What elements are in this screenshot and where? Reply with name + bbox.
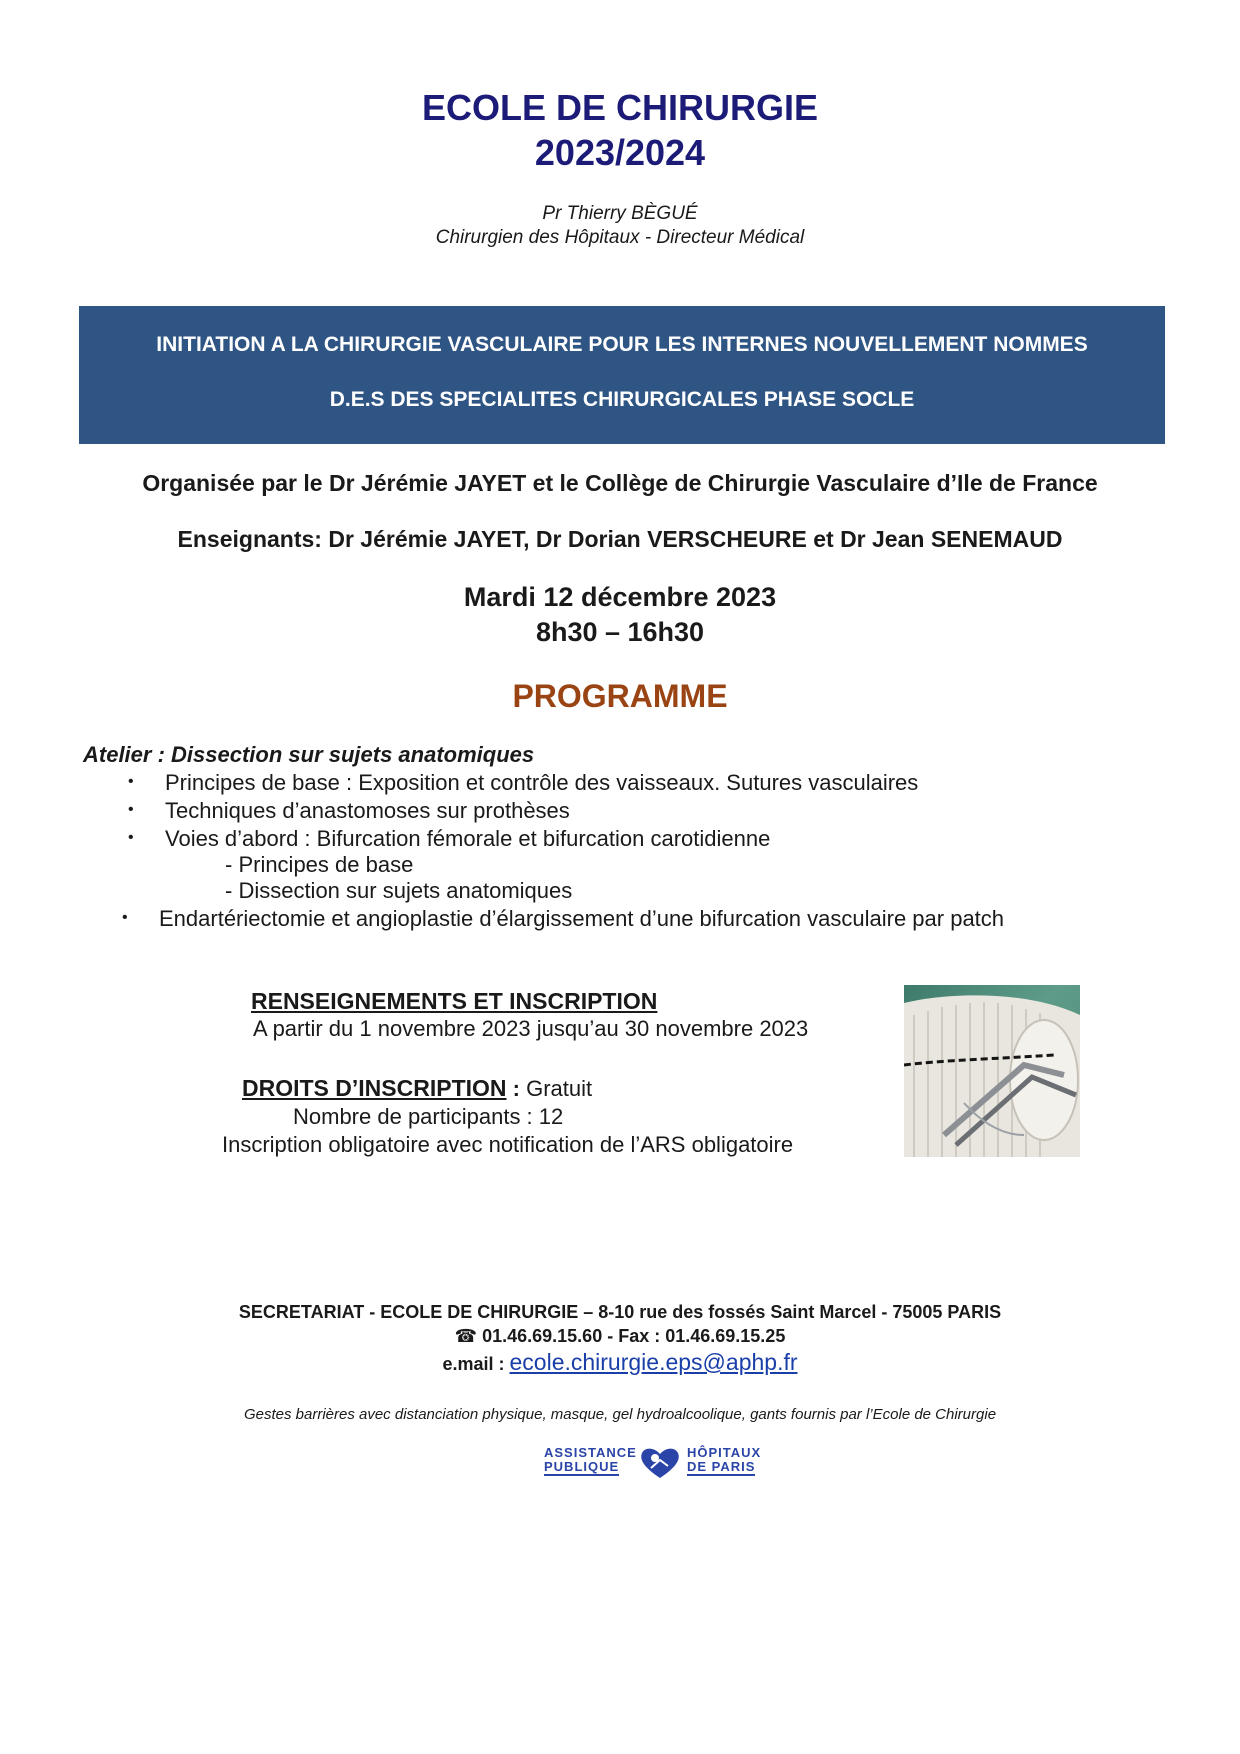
bullet-icon: • [128,801,134,818]
registration-period: A partir du 1 novembre 2023 jusqu’au 30 novembre 2023 [253,1016,809,1041]
bullet-icon: • [128,773,134,790]
teachers-line: Enseignants: Dr Jérémie JAYET, Dr Dorian VERSCHEURE et Dr Jean SENEMAUD [177,526,1063,552]
phone-fax-line [0,1326,1240,1347]
phone-fax: 01.46.69.15.60 - Fax : 01.46.69.15.25 [482,1326,786,1346]
fees-line [242,1075,592,1102]
vascular-suture-photo [904,985,1080,1157]
fees-separator: : [506,1076,527,1101]
course-title: INITIATION A LA CHIRURGIE VASCULAIRE POUR LES INTERNES NOUVELLEMENT NOMMES [156,333,1088,356]
email-line [0,1349,1240,1376]
telephone-icon: ☎ [454,1326,478,1346]
list-item-text: Voies d’abord : Bifurcation fémorale et bifurcation carotidienne [165,826,771,851]
page-title: ECOLE DE CHIRURGIE [421,87,819,128]
course-subtitle: D.E.S DES SPECIALITES CHIRURGICALES PHASE SOCLE [329,388,915,411]
event-date: Mardi 12 décembre 2023 [463,582,777,612]
bullet-icon: • [122,909,128,926]
event-time: 8h30 – 16h30 [535,617,705,647]
director-role: Chirurgien des Hôpitaux - Directeur Médical [435,227,805,248]
secretariat-address: SECRETARIAT - ECOLE DE CHIRURGIE – 8-10 rue des fossés Saint Marcel - 75005 PARIS [238,1302,1002,1322]
registration-note: Inscription obligatoire avec notification de l’ARS obligatoire [222,1132,794,1157]
atelier-heading: Atelier : Dissection sur sujets anatomiques [83,742,535,767]
heart-logo-icon [639,1446,681,1480]
list-item-text: Techniques d’anastomoses sur prothèses [165,798,570,823]
academic-year: 2023/2024 [534,132,706,173]
logo-text: DE PARIS [687,1459,756,1474]
registration-heading: RENSEIGNEMENTS ET INSCRIPTION [251,988,658,1014]
participants-count: Nombre de participants : 12 [293,1104,564,1129]
organiser-line: Organisée par le Dr Jérémie JAYET et le Collège de Chirurgie Vasculaire d’Ile de France [142,470,1098,496]
director-name: Pr Thierry BÈGUÉ [542,203,698,224]
sub-item: - Dissection sur sujets anatomiques [225,878,573,903]
programme-heading: PROGRAMME [512,678,728,714]
email-label: e.mail : [442,1354,510,1374]
list-item-text: Endartériectomie et angioplastie d’élargissement d’une bifurcation vasculaire par patch [159,906,1005,931]
sub-item: - Principes de base [225,852,414,877]
email-link[interactable]: ecole.chirurgie.eps@aphp.fr [509,1349,798,1375]
fees-value: Gratuit [526,1076,593,1101]
logo-text: ASSISTANCE [544,1445,637,1460]
health-measures-note: Gestes barrières avec distanciation physique, masque, gel hydroalcoolique, gants fournis par l’Ecole de Chirurgie [243,1406,997,1423]
aphp-logo [544,1446,774,1480]
list-item-text: Principes de base : Exposition et contrôle des vaisseaux. Sutures vasculaires [165,770,919,795]
fees-heading: DROITS D’INSCRIPTION [242,1075,507,1101]
course-title-banner [79,306,1165,444]
logo-text: HÔPITAUX [687,1445,762,1460]
logo-text: PUBLIQUE [544,1459,620,1474]
suture-illustration [904,985,1080,1157]
bullet-icon: • [128,829,134,846]
